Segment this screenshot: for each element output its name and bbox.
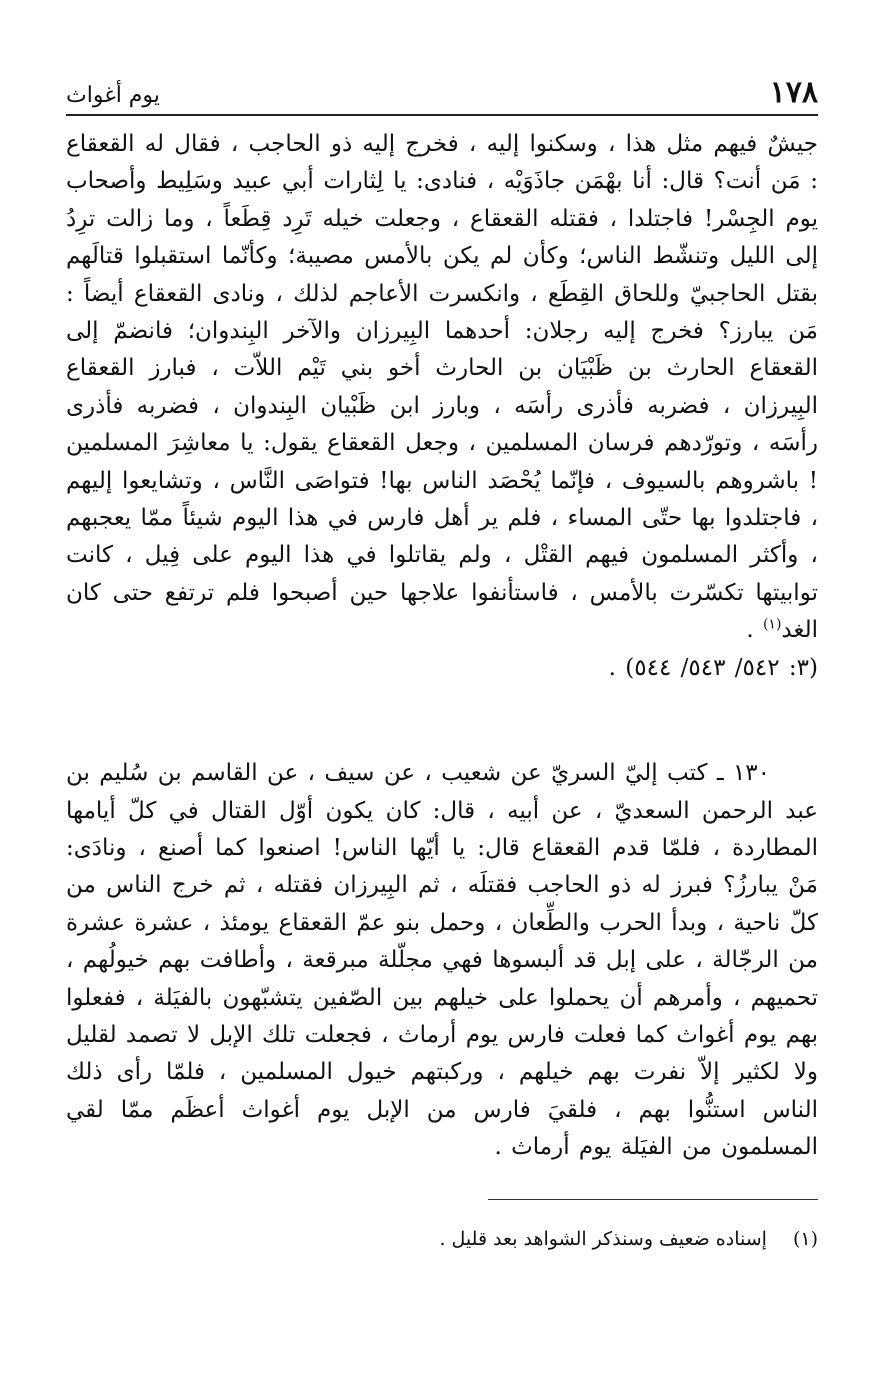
footnote-marker: (١): [792, 1227, 818, 1250]
paragraph-2-text: ١٣٠ ـ كتب إليّ السريّ عن شعيب ، عن سيف ، عن القاسم بن سُليم بن عبد الرحمن السعديّ ، عن أبيه ، قال: كان يكون أوّل القتال في كلّ أيامها المطاردة ، فلمّا قدم القعقاع قال: يا أيّها الناس! اصنعوا كما أصنع ، ونادَى: مَنْ يبارزُ؟ فبرز له ذو الحاجب فقتلَه ، ثم البِيرزان فقتله ، ثم خرج الناس من كلّ ناحية ، وبدأ الحرب والطِّعان ، وحمل بنو عمّ القعقاع يومئذ ، عشرة عشرة من الرجّالة ، على إبل قد ألبسوها فهي مجلّلة مبرقعة ، وأطافت بهم خيولُهم ، تحميهم ، وأمرهم أن يحملوا على خيلهم بين الصّفين يتشبّهون بالفيَلة ، ففعلوا بهم يوم أغواث كما فعلت فارس يوم أرماث ، فجعلت تلك الإبل لا تصمد لقليل ولا لكثير إلاّ نفرت بهم خيلهم ، وركبتهم خيول المسلمين ، فلمّا رأى ذلك الناس استنُّوا بهم ، فلقيَ فارس من الإبل يوم أغواث أعظَم ممّا لقي المسلمون من الفيَلة يوم أرماث .: [66, 760, 818, 1161]
paragraph-1-period: .: [746, 617, 763, 644]
page-number: ١٧٨: [769, 75, 818, 110]
footnote-divider: [488, 1199, 818, 1200]
paragraph-2: [66, 755, 818, 1166]
footnote-text: إسناده ضعيف وسنذكر الشواهد بعد قليل .: [439, 1227, 767, 1250]
running-title: يوم أغواث: [66, 83, 160, 108]
page-header: [66, 74, 818, 116]
book-page: [66, 74, 818, 1252]
paragraph-1: [66, 126, 818, 687]
source-citation: (٣: ٥٤٢/ ٥٤٣/ ٥٤٤) .: [608, 654, 818, 681]
paragraph-1-text: جيشٌ فيهم مثل هذا ، وسكنوا إليه ، فخرج إليه ذو الحاجب ، فقال له القعقاع : مَن أنت؟ قال: أنا بهْمَن جاذَوَيْه ، فنادى: يا لِثارات أبي عبيد وسَلِيط وأصحاب يوم الجِسْر! فاجتلدا ، فقتله القعقاع ، وجعلت خيله تَرِد قِطَعاً ، وما زالت ترِدُ إلى الليل وتنشّط الناس؛ وكأن لم يكن بالأمس مصيبة؛ وكأنّما استقبلوا قتالَهم بقتل الحاجبيّ وللحاق القِطَع ، وانكسرت الأعاجم لذلك ، ونادى القعقاع أيضاً : مَن يبارز؟ فخرج إليه رجلان: أحدهما البِيرزان والآخر البِندوان؛ فانضمّ إلى القعقاع الحارث بن ظَبْيَان بن الحارث أخو بني تَيْم اللاّت ، فبارز القعقاع البِيرزان ، فضربه فأذرى رأسَه ، وبارز ابن ظَبْيان البِندوان ، فضربه فأذرى رأسَه ، وتورّدهم فرسان المسلمين ، وجعل القعقاع يقول: يا معاشِرَ المسلمين ! باشروهم بالسيوف ، فإنّما يُحْصَد الناس بها! فتواصَى النَّاس ، وتشايعوا إليهم ، فاجتلدوا بها حتّى المساء ، فلم ير أهل فارس في هذا اليوم شيئاً ممّا يعجبهم ، وأكثر المسلمون فيهم القتْل ، ولم يقاتلوا في هذا اليوم على فِيل ، كانت توابيتها تكسّرت بالأمس ، فاستأنفوا علاجها حين أصبحوا فلم ترتفع حتى كان الغد: [66, 131, 818, 644]
footnote: [66, 1226, 818, 1252]
footnote-reference: (١): [762, 616, 782, 633]
